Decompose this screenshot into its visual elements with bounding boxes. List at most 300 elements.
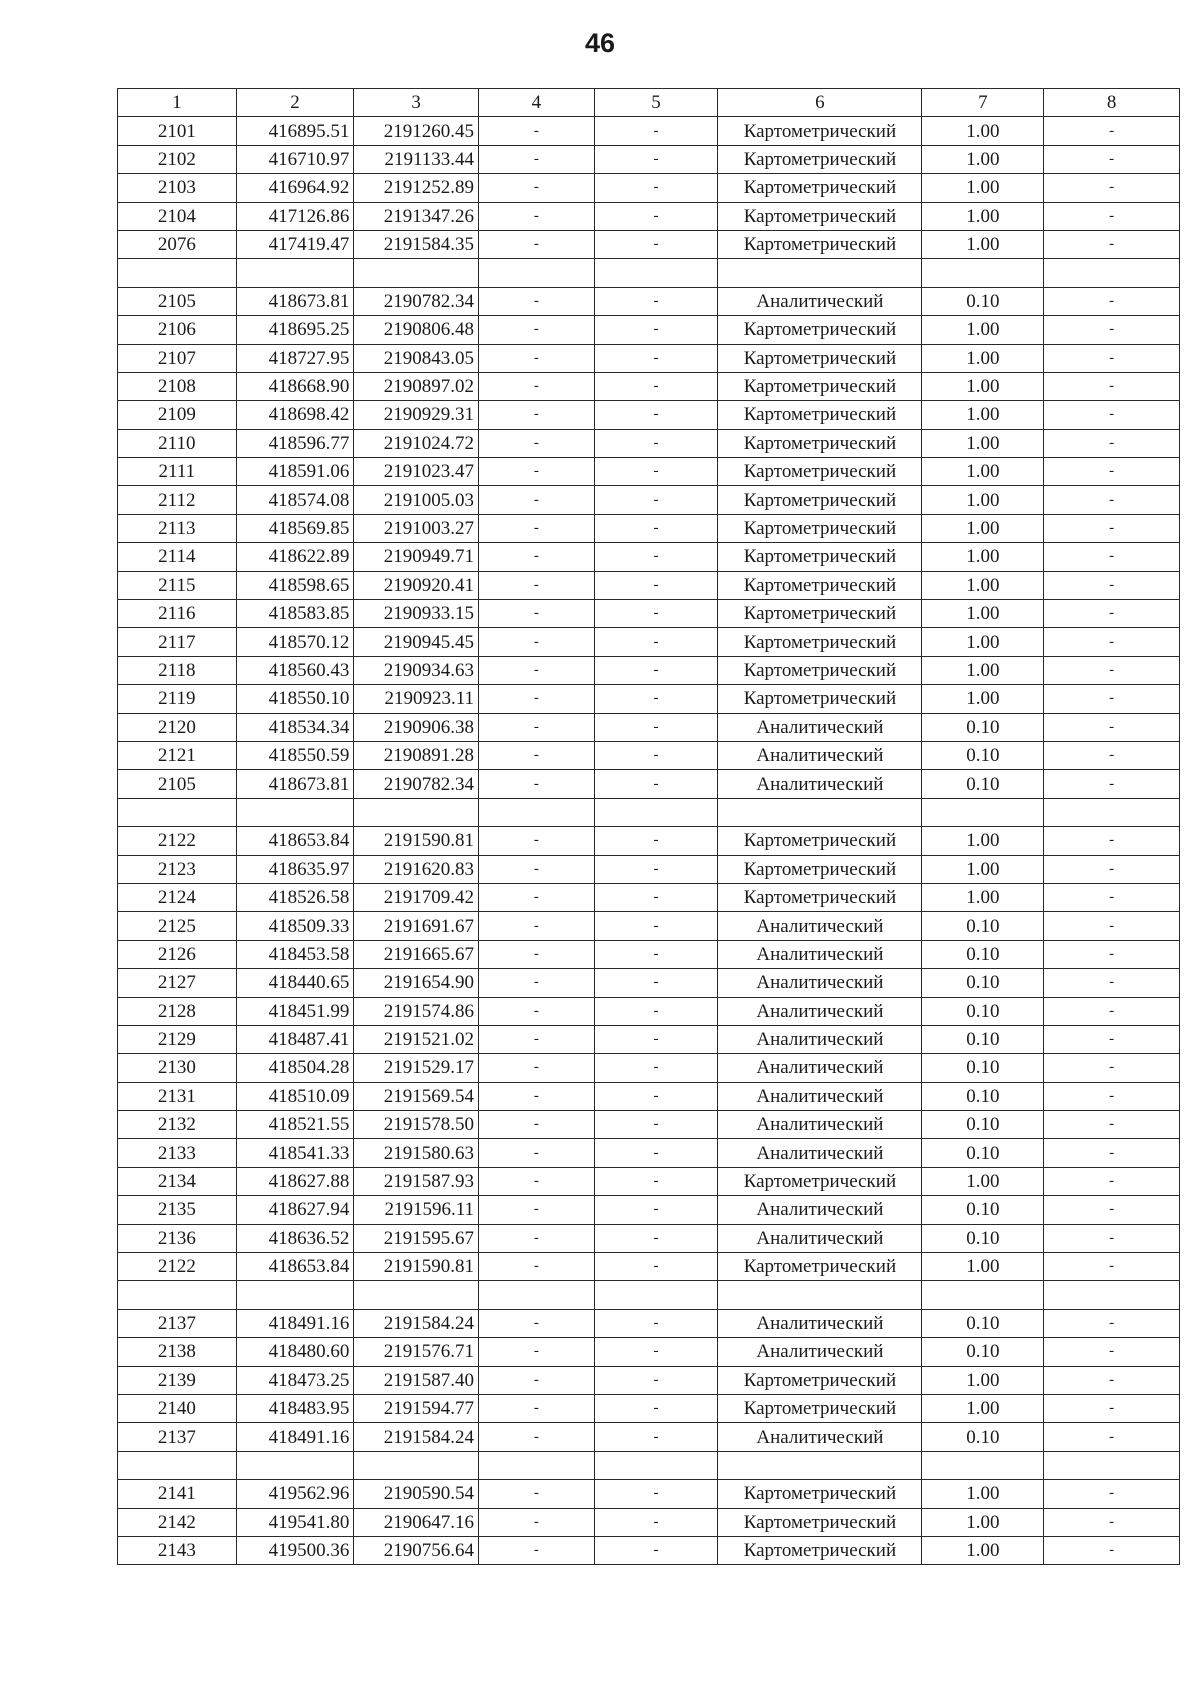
cell-y-coordinate: 2190897.02	[354, 372, 479, 400]
cell-point-number: 2105	[118, 770, 237, 798]
cell-y-coordinate: 2190782.34	[354, 770, 479, 798]
table-row	[118, 1082, 1180, 1110]
cell-point-number: 2119	[118, 685, 237, 713]
cell-point-number: 2110	[118, 429, 237, 457]
cell-y-coordinate: 2190806.48	[354, 316, 479, 344]
cell-accuracy: 0.10	[922, 1224, 1044, 1252]
cell-col8: -	[1044, 174, 1180, 202]
cell-col5: -	[594, 1338, 718, 1366]
cell-col4: -	[479, 344, 595, 372]
cell-x-coordinate: 419541.80	[236, 1508, 354, 1536]
table-row	[118, 1366, 1180, 1394]
cell-accuracy: 1.00	[922, 372, 1044, 400]
cell-point-number: 2122	[118, 827, 237, 855]
cell-col5: -	[594, 1423, 718, 1451]
cell-x-coordinate: 418560.43	[236, 656, 354, 684]
cell-col4: -	[479, 1253, 595, 1281]
cell-accuracy: 0.10	[922, 912, 1044, 940]
table-row	[118, 429, 1180, 457]
cell-col8: -	[1044, 1054, 1180, 1082]
cell-x-coordinate: 418550.59	[236, 741, 354, 769]
cell-col4: -	[479, 1054, 595, 1082]
cell-y-coordinate: 2191596.11	[354, 1196, 479, 1224]
cell-col5: -	[594, 230, 718, 258]
cell-method: Картометрический	[718, 1508, 922, 1536]
cell-y-coordinate: 2190756.64	[354, 1536, 479, 1564]
table-row	[118, 1025, 1180, 1053]
table-row	[118, 1338, 1180, 1366]
cell-accuracy: 0.10	[922, 969, 1044, 997]
cell-y-coordinate: 2190782.34	[354, 287, 479, 315]
cell-method: Картометрический	[718, 230, 922, 258]
cell-point-number: 2115	[118, 571, 237, 599]
cell-col4	[479, 259, 595, 287]
cell-accuracy: 0.10	[922, 770, 1044, 798]
cell-col4	[479, 1451, 595, 1479]
cell-col5: -	[594, 1111, 718, 1139]
table-header	[118, 89, 1180, 117]
cell-col5: -	[594, 202, 718, 230]
cell-col5: -	[594, 997, 718, 1025]
cell-y-coordinate: 2191590.81	[354, 827, 479, 855]
cell-col4: -	[479, 656, 595, 684]
cell-col8	[1044, 259, 1180, 287]
cell-method: Аналитический	[718, 912, 922, 940]
cell-method: Картометрический	[718, 1480, 922, 1508]
cell-col5: -	[594, 1025, 718, 1053]
cell-col4: -	[479, 287, 595, 315]
cell-col8: -	[1044, 1167, 1180, 1195]
cell-col8: -	[1044, 1366, 1180, 1394]
cell-y-coordinate: 2191691.67	[354, 912, 479, 940]
cell-y-coordinate: 2191620.83	[354, 855, 479, 883]
cell-col5: -	[594, 287, 718, 315]
cell-y-coordinate: 2191252.89	[354, 174, 479, 202]
cell-col4: -	[479, 600, 595, 628]
cell-method: Картометрический	[718, 372, 922, 400]
cell-accuracy: 1.00	[922, 571, 1044, 599]
cell-y-coordinate: 2191347.26	[354, 202, 479, 230]
cell-x-coordinate: 418668.90	[236, 372, 354, 400]
cell-y-coordinate: 2190934.63	[354, 656, 479, 684]
table-row	[118, 1139, 1180, 1167]
cell-accuracy: 1.00	[922, 1508, 1044, 1536]
cell-method: Картометрический	[718, 401, 922, 429]
cell-y-coordinate: 2191023.47	[354, 458, 479, 486]
cell-y-coordinate: 2191260.45	[354, 117, 479, 145]
cell-col8: -	[1044, 1139, 1180, 1167]
cell-col8: -	[1044, 145, 1180, 173]
cell-method: Аналитический	[718, 770, 922, 798]
cell-col5: -	[594, 486, 718, 514]
cell-col8: -	[1044, 486, 1180, 514]
cell-point-number: 2113	[118, 514, 237, 542]
cell-point-number: 2128	[118, 997, 237, 1025]
cell-x-coordinate: 417126.86	[236, 202, 354, 230]
cell-col4: -	[479, 1139, 595, 1167]
cell-point-number: 2137	[118, 1309, 237, 1337]
cell-point-number: 2139	[118, 1366, 237, 1394]
cell-x-coordinate: 418627.94	[236, 1196, 354, 1224]
cell-method: Аналитический	[718, 1082, 922, 1110]
cell-col8: -	[1044, 571, 1180, 599]
cell-col5: -	[594, 1139, 718, 1167]
table-row-separator	[118, 259, 1180, 287]
cell-point-number: 2109	[118, 401, 237, 429]
table-row	[118, 1423, 1180, 1451]
cell-method: Аналитический	[718, 1054, 922, 1082]
table-row	[118, 514, 1180, 542]
table-row	[118, 1508, 1180, 1536]
cell-col5: -	[594, 741, 718, 769]
cell-point-number: 2124	[118, 883, 237, 911]
cell-x-coordinate: 416895.51	[236, 117, 354, 145]
cell-accuracy: 0.10	[922, 1338, 1044, 1366]
cell-x-coordinate: 416710.97	[236, 145, 354, 173]
cell-col4: -	[479, 1224, 595, 1252]
cell-col5: -	[594, 1167, 718, 1195]
cell-x-coordinate: 418596.77	[236, 429, 354, 457]
cell-x-coordinate: 418653.84	[236, 827, 354, 855]
cell-accuracy: 1.00	[922, 486, 1044, 514]
cell-accuracy: 1.00	[922, 202, 1044, 230]
cell-point-number: 2125	[118, 912, 237, 940]
cell-point-number	[118, 1281, 237, 1309]
cell-point-number: 2112	[118, 486, 237, 514]
header-cell-col8: 8	[1044, 89, 1180, 117]
cell-col4: -	[479, 1338, 595, 1366]
cell-x-coordinate: 418635.97	[236, 855, 354, 883]
cell-method: Картометрический	[718, 628, 922, 656]
cell-x-coordinate: 418521.55	[236, 1111, 354, 1139]
cell-col5: -	[594, 174, 718, 202]
cell-y-coordinate: 2190933.15	[354, 600, 479, 628]
cell-method: Картометрический	[718, 202, 922, 230]
cell-col8: -	[1044, 117, 1180, 145]
cell-accuracy: 0.10	[922, 940, 1044, 968]
cell-accuracy: 1.00	[922, 883, 1044, 911]
cell-col5: -	[594, 1508, 718, 1536]
cell-col5: -	[594, 1480, 718, 1508]
table-row	[118, 372, 1180, 400]
table-row	[118, 770, 1180, 798]
cell-col5: -	[594, 429, 718, 457]
cell-y-coordinate: 2191594.77	[354, 1394, 479, 1422]
table-row	[118, 202, 1180, 230]
cell-col8: -	[1044, 600, 1180, 628]
cell-point-number: 2106	[118, 316, 237, 344]
table-row	[118, 1196, 1180, 1224]
cell-point-number: 2129	[118, 1025, 237, 1053]
cell-accuracy: 1.00	[922, 401, 1044, 429]
cell-method: Аналитический	[718, 1196, 922, 1224]
table-row	[118, 883, 1180, 911]
table-row	[118, 1224, 1180, 1252]
table-row	[118, 827, 1180, 855]
cell-col8: -	[1044, 202, 1180, 230]
cell-col4: -	[479, 117, 595, 145]
cell-x-coordinate: 418698.42	[236, 401, 354, 429]
cell-accuracy: 0.10	[922, 1309, 1044, 1337]
cell-x-coordinate: 418636.52	[236, 1224, 354, 1252]
cell-point-number: 2105	[118, 287, 237, 315]
cell-col5: -	[594, 117, 718, 145]
table-row	[118, 1111, 1180, 1139]
cell-y-coordinate: 2190949.71	[354, 543, 479, 571]
cell-point-number: 2104	[118, 202, 237, 230]
cell-col5: -	[594, 600, 718, 628]
cell-col8: -	[1044, 429, 1180, 457]
table-row	[118, 1054, 1180, 1082]
cell-x-coordinate: 416964.92	[236, 174, 354, 202]
cell-col8: -	[1044, 969, 1180, 997]
cell-x-coordinate: 418622.89	[236, 543, 354, 571]
cell-col5: -	[594, 940, 718, 968]
table-row-separator	[118, 1281, 1180, 1309]
table-row	[118, 628, 1180, 656]
cell-method: Картометрический	[718, 174, 922, 202]
cell-col8: -	[1044, 912, 1180, 940]
cell-point-number: 2111	[118, 458, 237, 486]
cell-col4: -	[479, 713, 595, 741]
cell-col5: -	[594, 883, 718, 911]
cell-method: Картометрический	[718, 1167, 922, 1195]
cell-col8: -	[1044, 1111, 1180, 1139]
cell-method: Аналитический	[718, 997, 922, 1025]
cell-x-coordinate: 419500.36	[236, 1536, 354, 1564]
cell-point-number: 2135	[118, 1196, 237, 1224]
cell-accuracy: 0.10	[922, 287, 1044, 315]
cell-col4: -	[479, 1082, 595, 1110]
cell-col5: -	[594, 1082, 718, 1110]
page-number: 46	[584, 28, 616, 58]
cell-accuracy: 1.00	[922, 855, 1044, 883]
table-row	[118, 855, 1180, 883]
cell-col5: -	[594, 514, 718, 542]
header-cell-col4: 4	[479, 89, 595, 117]
cell-x-coordinate: 418574.08	[236, 486, 354, 514]
cell-col8: -	[1044, 344, 1180, 372]
cell-col4: -	[479, 401, 595, 429]
cell-col8: -	[1044, 656, 1180, 684]
cell-accuracy: 0.10	[922, 1111, 1044, 1139]
cell-point-number: 2108	[118, 372, 237, 400]
cell-point-number: 2140	[118, 1394, 237, 1422]
header-cell-method: 6	[718, 89, 922, 117]
cell-method: Картометрический	[718, 117, 922, 145]
cell-accuracy	[922, 1281, 1044, 1309]
cell-x-coordinate: 418504.28	[236, 1054, 354, 1082]
cell-method: Картометрический	[718, 145, 922, 173]
cell-col4: -	[479, 1167, 595, 1195]
cell-method: Аналитический	[718, 1139, 922, 1167]
cell-col4: -	[479, 316, 595, 344]
cell-x-coordinate: 417419.47	[236, 230, 354, 258]
table-row	[118, 1394, 1180, 1422]
cell-col8: -	[1044, 997, 1180, 1025]
cell-x-coordinate: 418627.88	[236, 1167, 354, 1195]
header-cell-accuracy: 7	[922, 89, 1044, 117]
cell-col4: -	[479, 429, 595, 457]
cell-y-coordinate: 2190929.31	[354, 401, 479, 429]
cell-col5	[594, 798, 718, 826]
cell-method: Картометрический	[718, 486, 922, 514]
cell-y-coordinate: 2191584.35	[354, 230, 479, 258]
cell-col4: -	[479, 969, 595, 997]
table-row	[118, 1253, 1180, 1281]
cell-col8: -	[1044, 1082, 1180, 1110]
table-row	[118, 1167, 1180, 1195]
cell-col8: -	[1044, 230, 1180, 258]
cell-col5: -	[594, 344, 718, 372]
cell-x-coordinate: 418491.16	[236, 1309, 354, 1337]
cell-x-coordinate: 418727.95	[236, 344, 354, 372]
cell-col5	[594, 1451, 718, 1479]
cell-y-coordinate: 2191654.90	[354, 969, 479, 997]
table-row	[118, 940, 1180, 968]
cell-x-coordinate	[236, 259, 354, 287]
cell-col8: -	[1044, 1224, 1180, 1252]
cell-point-number: 2123	[118, 855, 237, 883]
table-row	[118, 230, 1180, 258]
cell-method: Картометрический	[718, 855, 922, 883]
cell-method	[718, 798, 922, 826]
cell-point-number: 2143	[118, 1536, 237, 1564]
cell-accuracy: 1.00	[922, 543, 1044, 571]
cell-col4: -	[479, 770, 595, 798]
cell-col4: -	[479, 1480, 595, 1508]
cell-y-coordinate: 2191024.72	[354, 429, 479, 457]
cell-col5: -	[594, 685, 718, 713]
cell-col5: -	[594, 458, 718, 486]
cell-point-number: 2101	[118, 117, 237, 145]
cell-method: Аналитический	[718, 287, 922, 315]
table-row-separator	[118, 1451, 1180, 1479]
cell-x-coordinate: 418483.95	[236, 1394, 354, 1422]
cell-x-coordinate	[236, 1451, 354, 1479]
cell-col8	[1044, 1281, 1180, 1309]
cell-y-coordinate: 2191003.27	[354, 514, 479, 542]
table-row	[118, 969, 1180, 997]
cell-col8: -	[1044, 883, 1180, 911]
cell-method: Картометрический	[718, 656, 922, 684]
cell-point-number	[118, 259, 237, 287]
header-cell-col5: 5	[594, 89, 718, 117]
cell-col4	[479, 798, 595, 826]
cell-accuracy: 0.10	[922, 1025, 1044, 1053]
cell-method: Аналитический	[718, 1111, 922, 1139]
cell-accuracy: 1.00	[922, 1253, 1044, 1281]
cell-y-coordinate: 2190945.45	[354, 628, 479, 656]
cell-accuracy: 0.10	[922, 997, 1044, 1025]
cell-method: Картометрический	[718, 571, 922, 599]
cell-col8: -	[1044, 1480, 1180, 1508]
table-row	[118, 1536, 1180, 1564]
cell-x-coordinate: 418534.34	[236, 713, 354, 741]
cell-col8: -	[1044, 1025, 1180, 1053]
cell-accuracy: 0.10	[922, 1082, 1044, 1110]
cell-y-coordinate	[354, 1281, 479, 1309]
cell-y-coordinate: 2191584.24	[354, 1309, 479, 1337]
cell-col5	[594, 1281, 718, 1309]
cell-point-number: 2130	[118, 1054, 237, 1082]
cell-point-number: 2132	[118, 1111, 237, 1139]
cell-col5	[594, 259, 718, 287]
cell-col4: -	[479, 1366, 595, 1394]
table-row	[118, 656, 1180, 684]
cell-col4: -	[479, 628, 595, 656]
cell-point-number: 2116	[118, 600, 237, 628]
cell-col8: -	[1044, 543, 1180, 571]
cell-y-coordinate: 2191587.40	[354, 1366, 479, 1394]
table-row	[118, 543, 1180, 571]
cell-col5: -	[594, 543, 718, 571]
cell-x-coordinate: 418673.81	[236, 287, 354, 315]
cell-col4: -	[479, 514, 595, 542]
cell-method: Картометрический	[718, 685, 922, 713]
table-row	[118, 486, 1180, 514]
cell-accuracy	[922, 259, 1044, 287]
cell-col5: -	[594, 969, 718, 997]
cell-col8: -	[1044, 1338, 1180, 1366]
cell-accuracy: 1.00	[922, 458, 1044, 486]
cell-method: Картометрический	[718, 883, 922, 911]
cell-point-number: 2126	[118, 940, 237, 968]
cell-y-coordinate: 2191587.93	[354, 1167, 479, 1195]
cell-accuracy: 1.00	[922, 1167, 1044, 1195]
cell-method: Картометрический	[718, 600, 922, 628]
cell-method	[718, 1281, 922, 1309]
cell-col5: -	[594, 145, 718, 173]
cell-y-coordinate: 2191529.17	[354, 1054, 479, 1082]
coordinates-table	[117, 88, 1180, 1565]
cell-col8: -	[1044, 1508, 1180, 1536]
cell-y-coordinate: 2190647.16	[354, 1508, 479, 1536]
cell-method: Картометрический	[718, 344, 922, 372]
cell-x-coordinate: 418653.84	[236, 1253, 354, 1281]
cell-x-coordinate: 418673.81	[236, 770, 354, 798]
cell-y-coordinate: 2190891.28	[354, 741, 479, 769]
cell-x-coordinate: 418480.60	[236, 1338, 354, 1366]
cell-col5: -	[594, 401, 718, 429]
table-row	[118, 1480, 1180, 1508]
cell-method: Аналитический	[718, 969, 922, 997]
cell-y-coordinate: 2191133.44	[354, 145, 479, 173]
cell-method: Картометрический	[718, 827, 922, 855]
cell-y-coordinate: 2191590.81	[354, 1253, 479, 1281]
cell-method: Картометрический	[718, 543, 922, 571]
cell-col5: -	[594, 1054, 718, 1082]
cell-y-coordinate: 2191709.42	[354, 883, 479, 911]
cell-col8: -	[1044, 401, 1180, 429]
cell-col8: -	[1044, 628, 1180, 656]
cell-x-coordinate	[236, 798, 354, 826]
cell-accuracy: 1.00	[922, 230, 1044, 258]
cell-accuracy	[922, 798, 1044, 826]
header-cell-x: 2	[236, 89, 354, 117]
cell-y-coordinate: 2190590.54	[354, 1480, 479, 1508]
cell-point-number: 2120	[118, 713, 237, 741]
cell-x-coordinate: 418591.06	[236, 458, 354, 486]
cell-col5: -	[594, 855, 718, 883]
cell-col4: -	[479, 997, 595, 1025]
cell-method: Аналитический	[718, 1025, 922, 1053]
table-row	[118, 1309, 1180, 1337]
cell-method: Картометрический	[718, 316, 922, 344]
cell-accuracy: 0.10	[922, 1196, 1044, 1224]
table-row	[118, 685, 1180, 713]
cell-col5: -	[594, 827, 718, 855]
